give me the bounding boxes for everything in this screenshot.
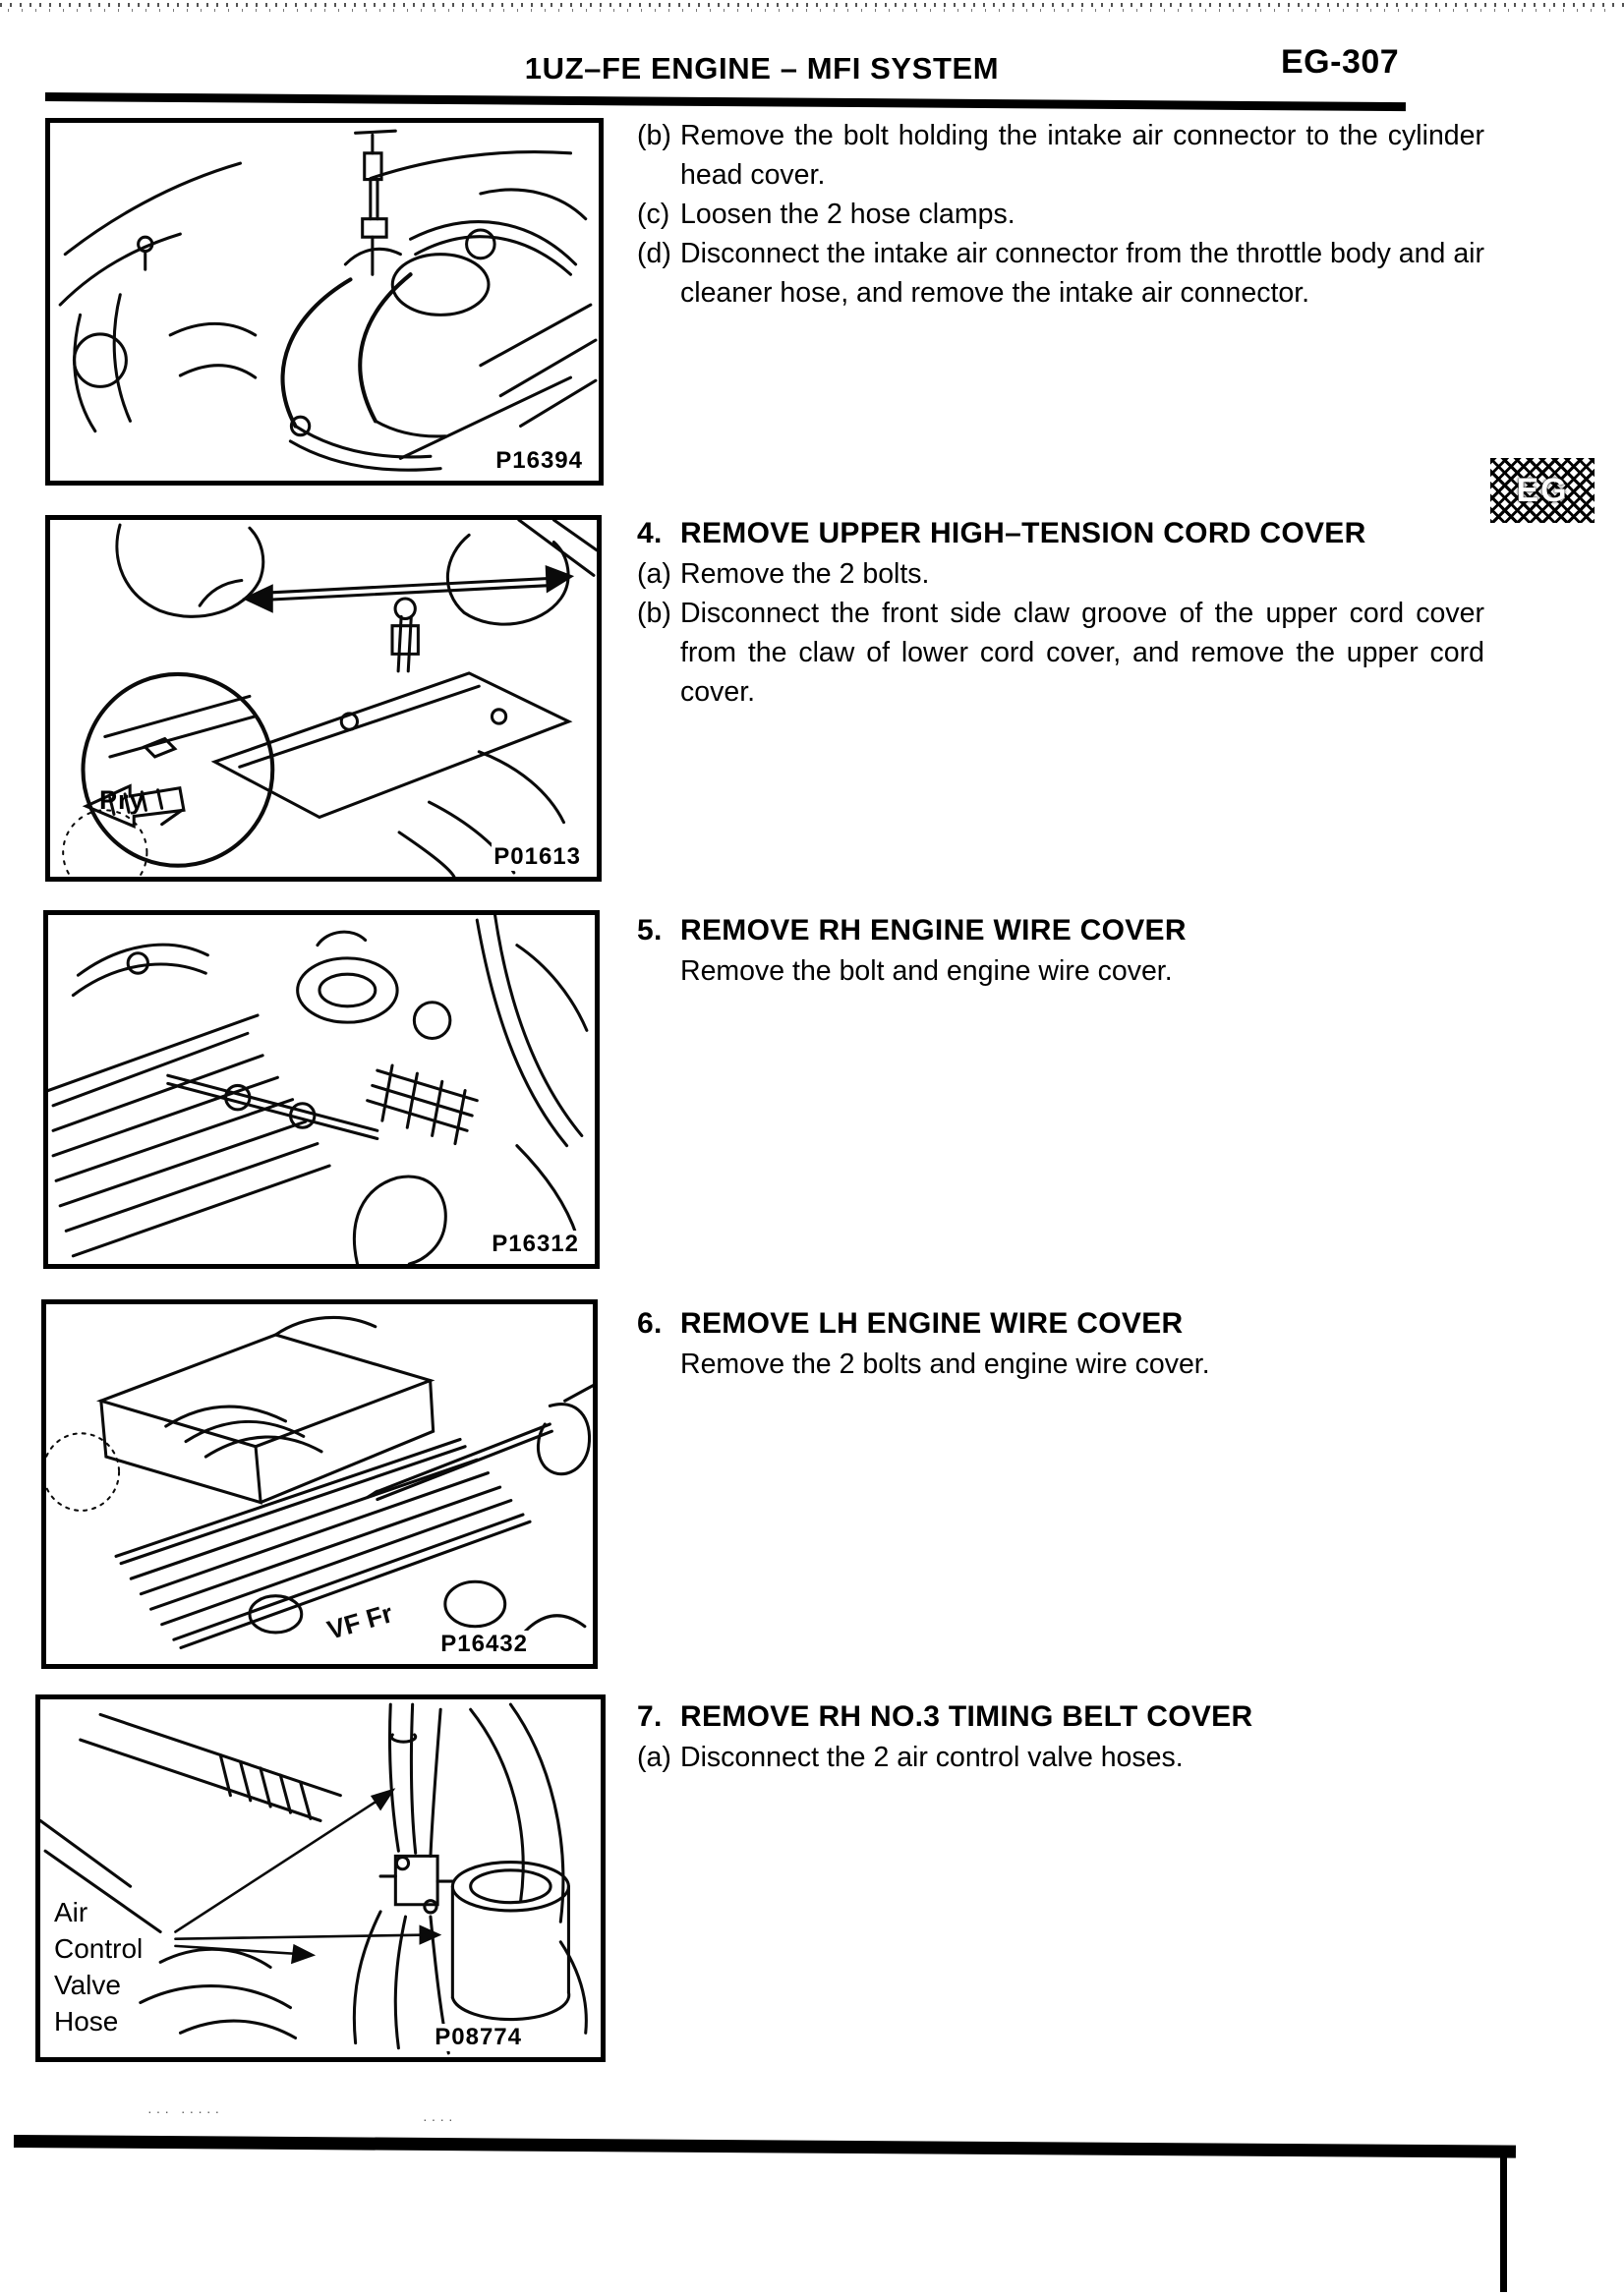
step-label: (a) [637, 1742, 671, 1773]
page-number: EG-307 [1281, 43, 1400, 81]
section-heading [637, 513, 1484, 554]
procedure-step [637, 951, 1484, 991]
scan-noise-strip [8, 9, 1615, 12]
page-title: 1UZ–FE ENGINE – MFI SYSTEM [524, 51, 1000, 86]
section-title: REMOVE RH NO.3 TIMING BELT COVER [680, 1700, 1253, 1733]
continuation-steps-block [637, 116, 1484, 313]
cover-engraving: VF Fr [323, 1597, 396, 1646]
figure-air-control-valve-hose [35, 1694, 606, 2062]
air-control-valve-hoses [380, 1704, 452, 1913]
figure-code: P08774 [435, 2024, 522, 2050]
section-number: 5. [637, 914, 663, 947]
figure-rh-engine-wire-cover [43, 910, 600, 1269]
section-6 [637, 1303, 1484, 1384]
step-label: (d) [637, 238, 671, 269]
section-5 [637, 910, 1484, 991]
section-heading [637, 1696, 1484, 1738]
section-title: REMOVE LH ENGINE WIRE COVER [680, 1307, 1184, 1340]
header-rule [45, 92, 1406, 111]
section-heading [637, 1303, 1484, 1345]
step-text: Remove the bolt and engine wire cover. [680, 955, 1173, 987]
bottom-rule [14, 2135, 1516, 2158]
figure-code: P01613 [493, 843, 581, 870]
figure-4-drawing [46, 1304, 593, 1664]
step-text: Disconnect the front side claw groove of the upper cord cover from the claw of lower cord cover, and remove the upper cord cover. [680, 598, 1484, 708]
section-number: 6. [637, 1307, 663, 1340]
section-edge-tab [1490, 458, 1595, 523]
figure-code: P16432 [440, 1631, 528, 1657]
step-label: (a) [637, 558, 671, 590]
procedure-step [637, 594, 1484, 712]
section-title: REMOVE UPPER HIGH–TENSION CORD COVER [680, 517, 1366, 549]
edge-tab-label: EG [1516, 471, 1569, 509]
scan-noise-strip [0, 3, 1624, 7]
figure-1-drawing [50, 123, 599, 481]
figure-2-drawing [50, 520, 597, 877]
figure-intake-air-connector [45, 118, 604, 486]
pry-annotation: Pry [99, 785, 145, 815]
figure-code: P16394 [495, 447, 583, 474]
page-edge-line [1500, 2147, 1507, 2292]
section-4 [637, 513, 1484, 712]
step-text: Loosen the 2 hose clamps. [680, 199, 1015, 230]
scan-speck: ··· ····· [147, 2103, 224, 2119]
section-number: 4. [637, 517, 663, 549]
scan-speck: ···· [423, 2111, 457, 2127]
step-text: Disconnect the intake air connector from the throttle body and air cleaner hose, and remove the intake air connector. [680, 238, 1484, 309]
figure-3-drawing [48, 915, 595, 1264]
figure-upper-cord-cover [45, 515, 602, 882]
step-label: (c) [637, 199, 670, 230]
procedure-step [637, 116, 1484, 195]
step-text: Remove the 2 bolts. [680, 558, 930, 590]
step-label: (b) [637, 120, 671, 151]
procedure-step [637, 195, 1484, 234]
procedure-step [637, 234, 1484, 313]
tool-direction-arrow-icon [246, 567, 571, 610]
section-title: REMOVE RH ENGINE WIRE COVER [680, 914, 1187, 947]
figure-code: P16312 [492, 1231, 579, 1257]
section-7 [637, 1696, 1484, 1777]
section-heading [637, 910, 1484, 951]
step-text: Remove the 2 bolts and engine wire cover. [680, 1349, 1210, 1380]
step-text: Disconnect the 2 air control valve hoses. [680, 1742, 1184, 1773]
step-text: Remove the bolt holding the intake air connector to the cylinder head cover. [680, 120, 1484, 191]
procedure-step [637, 1345, 1484, 1384]
procedure-step [637, 554, 1484, 594]
step-label: (b) [637, 598, 671, 629]
air-control-valve-hose-label: Air Control Valve Hose [54, 1897, 144, 2037]
section-number: 7. [637, 1700, 663, 1733]
figure-lh-engine-wire-cover [41, 1299, 598, 1669]
procedure-step [637, 1738, 1484, 1777]
